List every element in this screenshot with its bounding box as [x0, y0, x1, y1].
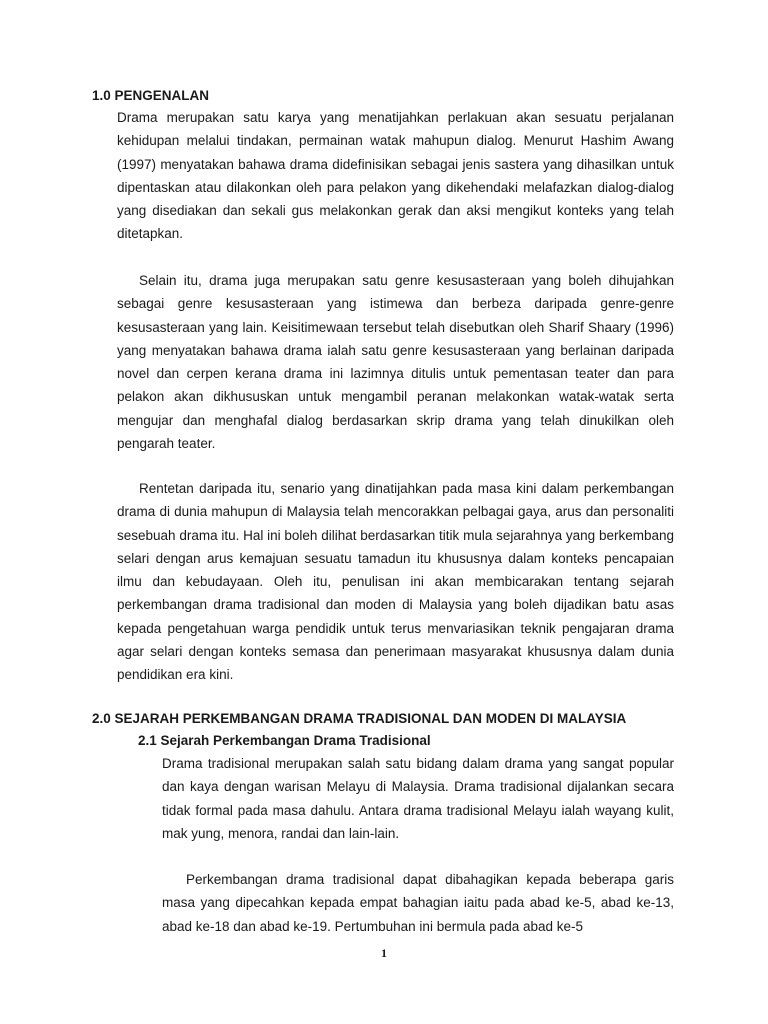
paragraph-4: Drama tradisional merupakan salah satu bidang dalam drama yang sangat popular dan kaya dengan warisan Melayu di Malaysia. Drama tradisional dijalankan secara tidak formal pada masa dahulu. Antara drama tradisional Melayu ialah wayang kulit, mak yung, menora, randai dan lain-lain.	[162, 756, 674, 841]
paragraph-5: Perkembangan drama tradisional dapat dibahagikan kepada beberapa garis masa yang dipecahkan kepada empat bahagian iaitu pada abad ke-5, abad ke-13, abad ke-18 dan abad ke-19. Pertumbuhan ini bermula pada abad ke-5	[162, 872, 674, 934]
section-heading-pengenalan: 1.0 PENGENALAN	[92, 88, 210, 103]
paragraph-2: Selain itu, drama juga merupakan satu genre kesusasteraan yang boleh dihujahkan sebagai genre kesusasteraan yang istimewa dan berbeza daripada genre-genre kesusasteraan yang lain. Keisitimewaan tersebut telah disebutkan oleh Sharif Shaary (1996) yang menyatakan bahawa drama ialah satu genre kesusasteraan yang berlainan daripada novel dan cerpen kerana drama ini lazimnya ditulis untuk pementasan teater dan para pelakon akan dikhususkan untuk mengambil peranan melakonkan watak-watak serta mengujar dan menghafal dialog berdasarkan skrip drama yang telah dinukilkan oleh pengarah teater.	[117, 273, 674, 452]
section-heading-sejarah: 2.0 SEJARAH PERKEMBANGAN DRAMA TRADISIONAL DAN MODEN DI MALAYSIA	[92, 711, 627, 726]
subsection-heading-drama-tradisional: 2.1 Sejarah Perkembangan Drama Tradisional	[138, 733, 431, 748]
paragraph-1: Drama merupakan satu karya yang menatijahkan perlakuan akan sesuatu perjalanan kehidupan melalui tindakan, permainan watak mahupun dialog. Menurut Hashim Awang (1997) menyatakan bahawa drama didefinisikan sebagai jenis sastera yang dihasilkan untuk dipentaskan atau dilakonkan oleh para pelakon yang dikehendaki melafazkan dialog-dialog yang disediakan dan sekali gus melakonkan gerak dan aksi mengikut konteks yang telah ditetapkan.	[117, 110, 674, 242]
page-number: 1	[381, 946, 387, 960]
paragraph-3: Rentetan daripada itu, senario yang dinatijahkan pada masa kini dalam perkembangan drama di dunia mahupun di Malaysia telah mencorakkan pelbagai gaya, arus dan personaliti sesebuah drama itu. Hal ini boleh dilihat berdasarkan titik mula sejarahnya yang berkembang selari dengan arus kemajuan sesuatu tamadun itu khususnya dalam konteks pencapaian ilmu dan kebudayaan. Oleh itu, penulisan ini akan membicarakan tentang sejarah perkembangan drama tradisional dan moden di Malaysia yang boleh dijadikan batu asas kepada pengetahuan warga pendidik untuk terus menvariasikan teknik pengajaran drama agar selari dengan konteks semasa dan penerimaan masyarakat khususnya dalam dunia pendidikan era kini.	[117, 481, 674, 683]
